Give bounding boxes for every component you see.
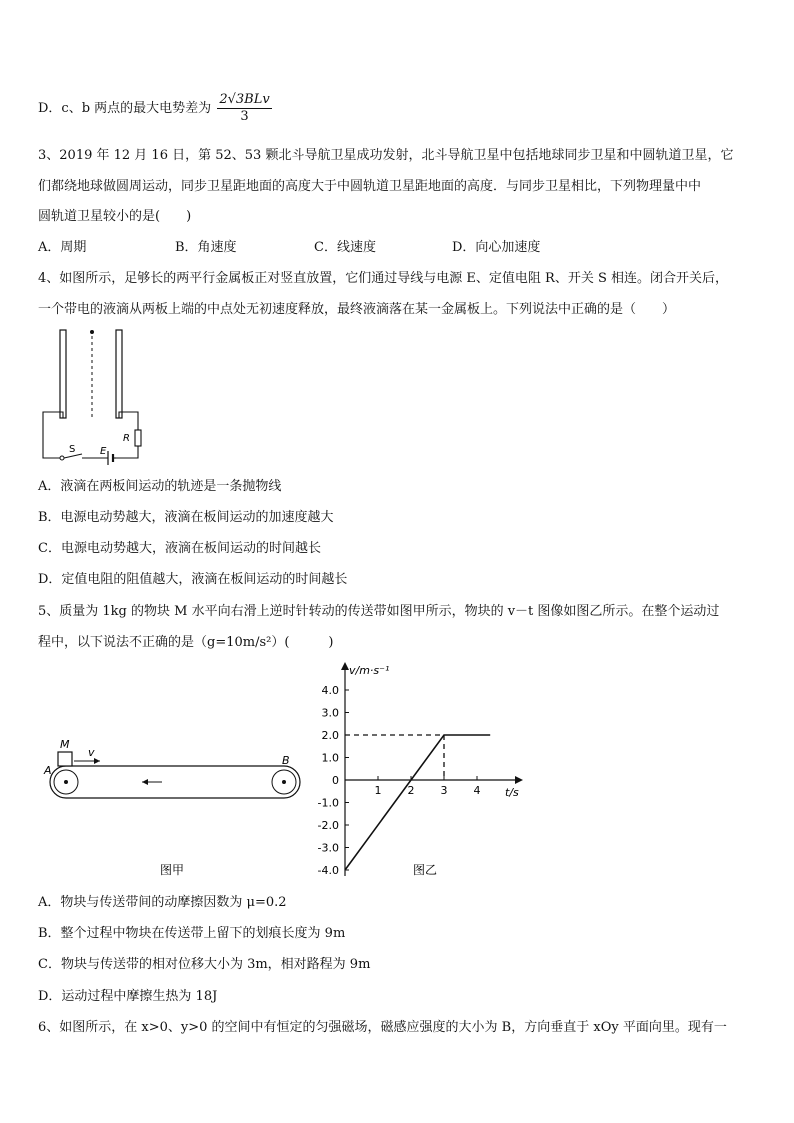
point-a-label: A <box>44 764 52 777</box>
left-plate <box>60 330 66 418</box>
capacitor-circuit-figure <box>38 326 150 466</box>
switch-label: S <box>69 444 76 455</box>
x-axis-label: t/s <box>505 786 519 799</box>
q4-option-b: B．电源电动势越大，液滴在板间运动的加速度越大 <box>38 510 334 525</box>
velocity-arrowhead <box>94 758 100 764</box>
velocity-series-line <box>345 735 490 870</box>
switch-icon <box>60 456 64 460</box>
y-tick-label: -2.0 <box>317 819 339 832</box>
source-label: E <box>100 446 107 457</box>
y-axis-arrow-icon <box>341 662 349 670</box>
q5-option-c: C．物块与传送带的相对位移大小为 3m，相对路程为 9m <box>38 957 371 972</box>
q4-option-c: C．电源电动势越大，液滴在板间运动的时间越长 <box>38 541 321 556</box>
q3-option-a: A．周期 <box>38 240 87 255</box>
q5-option-b: B．整个过程中物块在传送带上留下的划痕长度为 9m <box>38 926 346 941</box>
point-b-label: B <box>282 754 290 767</box>
left-wire <box>43 412 63 458</box>
left-pulley-axle <box>64 780 68 784</box>
q6-line-1: 6、如图所示，在 x>0、y>0 的空间中有恒定的匀强磁场，磁感应强度的大小为 B，方向垂直于 xOy 平面向里。现有一 <box>38 1020 727 1035</box>
q5-option-d: D．运动过程中摩擦生热为 18J <box>38 989 218 1004</box>
q2-option-d <box>38 92 272 125</box>
y-axis-label: v/m·s⁻¹ <box>349 664 390 677</box>
q3-option-d: D．向心加速度 <box>452 240 541 255</box>
q3-line-2: 们都绕地球做圆周运动，同步卫星距地面的高度大于中圆轨道卫星距地面的高度．与同步卫星相比，下列物理量中中 <box>38 179 702 194</box>
fraction-denominator: 3 <box>240 109 249 124</box>
belt-right-curve <box>284 766 300 798</box>
belt-left-curve <box>50 766 66 798</box>
velocity-label: v <box>88 746 95 759</box>
q5-line-2: 程中，以下说法不正确的是（g=10m/s²）( ) <box>38 635 334 650</box>
fraction-numerator: 2√3BLv <box>219 92 270 107</box>
block-label: M <box>60 738 70 751</box>
y-tick-label: 1.0 <box>321 751 339 765</box>
right-plate <box>116 330 122 418</box>
q4-option-a: A．液滴在两板间运动的轨迹是一条抛物线 <box>38 479 282 494</box>
y-tick-label: 4.0 <box>321 684 339 697</box>
belt-arrowhead <box>142 779 148 785</box>
q3-option-c: C．线速度 <box>314 240 376 255</box>
figure-caption-jia: 图甲 <box>160 863 185 877</box>
x-tick-label: 1 <box>374 784 382 797</box>
droplet-dot <box>90 330 94 334</box>
x-tick-label: 2 <box>407 784 415 797</box>
y-tick-label: -3.0 <box>317 841 339 855</box>
y-tick-label: 0 <box>332 774 339 787</box>
right-wire-bottom <box>116 446 138 458</box>
x-axis-arrow-icon <box>515 776 523 784</box>
q3-option-b: B．角速度 <box>175 240 237 255</box>
conveyor-figure <box>38 730 308 880</box>
q4-line-2: 一个带电的液滴从两板上端的中点处无初速度释放，最终液滴落在某一金属板上。下列说法中正确的是（ ） <box>38 302 676 317</box>
q5-option-a: A．物块与传送带间的动摩擦因数为 μ=0.2 <box>38 895 287 910</box>
q3-line-3: 圆轨道卫星较小的是( ) <box>38 209 192 224</box>
q3-line-1: 3、2019 年 12 月 16 日，第 52、53 颗北斗导航卫星成功发射，北斗导航卫星中包括地球同步卫星和中圆轨道卫星，它 <box>38 148 734 163</box>
resistor-label: R <box>123 433 130 444</box>
q2-option-d-text: D．c、b 两点的最大电势差为 <box>38 101 212 116</box>
resistor-icon <box>135 430 141 446</box>
x-tick-label: 4 <box>473 784 481 797</box>
vt-graph <box>305 660 535 882</box>
q5-line-1: 5、质量为 1kg 的物块 M 水平向右滑上逆时针转动的传送带如图甲所示，物块的 v－t 图像如图乙所示。在整个运动过 <box>38 604 720 619</box>
right-pulley-axle <box>282 780 286 784</box>
y-tick-label: -1.0 <box>317 796 339 810</box>
figure-caption-yi: 图乙 <box>413 863 438 877</box>
y-tick-label: 2.0 <box>321 729 339 742</box>
block-m <box>58 752 72 766</box>
q4-line-1: 4、如图所示，足够长的两平行金属板正对竖直放置，它们通过导线与电源 E、定值电阻 R、开关 S 相连。闭合开关后， <box>38 271 728 286</box>
y-tick-label: 3.0 <box>321 706 339 720</box>
q4-option-d: D．定值电阻的阻值越大，液滴在板间运动的时间越长 <box>38 572 348 587</box>
fraction <box>217 92 271 125</box>
y-tick-label: -4.0 <box>317 864 339 877</box>
x-tick-label: 3 <box>440 784 448 797</box>
